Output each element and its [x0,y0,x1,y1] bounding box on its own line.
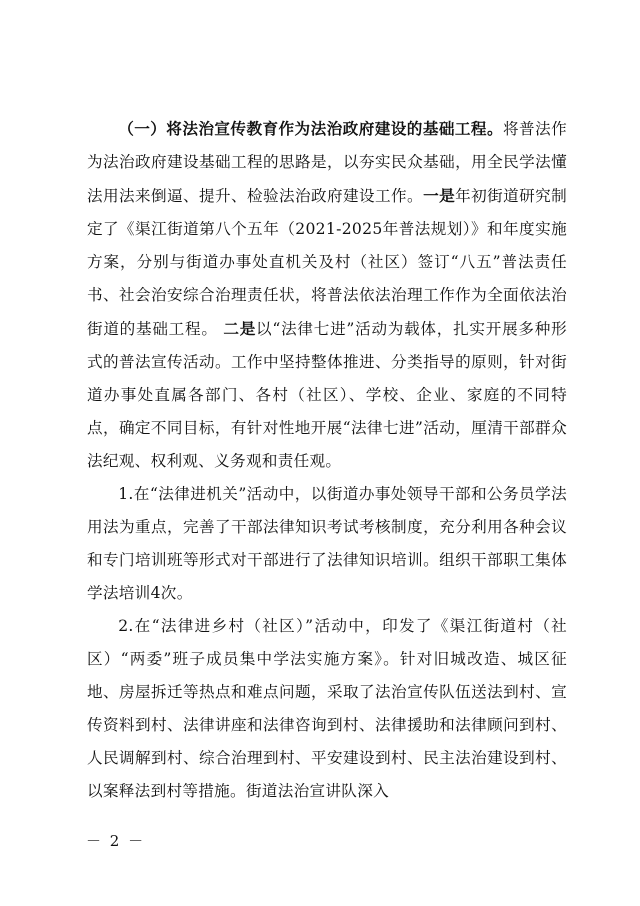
point-label-second: 二是 [223,319,257,338]
paragraph-foundation-project [87,112,567,478]
paragraph-law-into-villages [87,610,567,808]
page-number: － 2 － [86,832,146,850]
point-label-first: 一是 [423,186,456,205]
section-heading: （一）将法治宣传教育作为法治政府建设的基础工程。 [118,119,503,138]
paragraph-text: 1.在“法律进机关”活动中，以街道办事处领导干部和公务员学法用法为重点，完善了干部法律知识考试考核制度，充分利用各种会议和专门培训班等形式对干部进行了法律知识培训。组织干部职工集体学法培训4次。 [87,485,567,602]
paragraph-law-into-agencies [87,478,567,610]
paragraph-text: 以“法律七进”活动为载体，扎实开展多种形式的普法宣传活动。工作中坚持整体推进、分类指导的原则，针对街道办事处直属各部门、各村（社区）、学校、企业、家庭的不同特点，确定不同目标，有针对性地开展“法律七进”活动，厘清干部群众法纪观、权利观、义务观和责任观。 [87,320,567,470]
paragraph-text: 年初街道研究制定了《渠江街道第八个五年（2021-2025年普法规划）》和年度实施方案，分别与街道办事处直机关及村（社区）签订“八五”普法责任书、社会治安综合治理责任状，将普法依法治理工作作为全面依法治街道的基础工程。 [87,187,567,338]
paragraph-text: 2.在“法律进乡村（社区）”活动中，印发了《渠江街道村（社区）“两委”班子成员集中学法实施方案》。针对旧城改造、城区征地、房屋拆迁等热点和难点问题，采取了法治宣传队伍送法到村、宣传资料到村、法律讲座和法律咨询到村、法律援助和法律顾问到村、人民调解到村、综合治理到村、平安建设到村、民主法治建设到村、以案释法到村等措施。街道法治宣讲队深入 [87,617,567,800]
body-text [87,112,567,808]
paragraph-text: 将普法作为法治政府建设基础工程的思路是，以夯实民众基础，用全民学法懂法用法来倒逼、提升、检验法治政府建设工作。 [87,120,567,205]
